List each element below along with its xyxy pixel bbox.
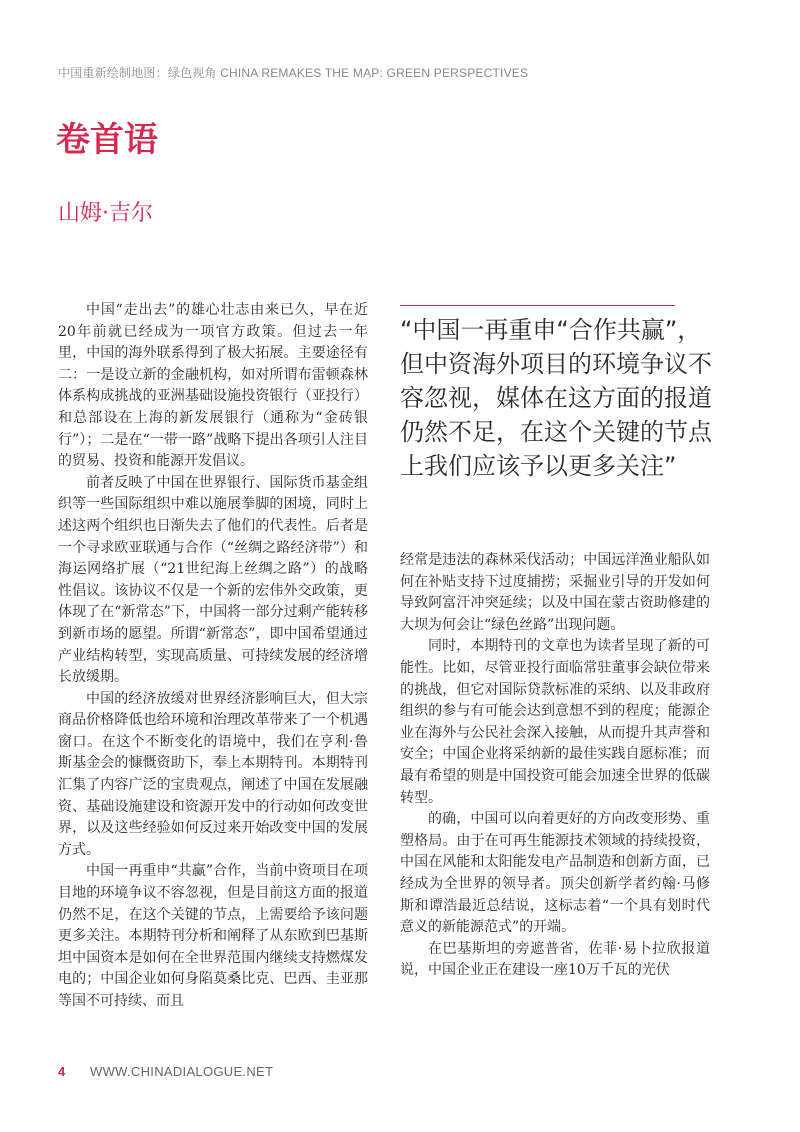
- footer-url-link[interactable]: WWW.CHINADIALOGUE.NET: [90, 1064, 274, 1079]
- paragraph: 在巴基斯坦的旁遮普省，佐菲·易卜拉欣报道说，中国企业正在建设一座10万千瓦的光伏: [400, 940, 710, 979]
- paragraph: 中国一再重申“共赢”合作，当前中资项目在项目地的环境争议不容忽视，但是目前这方面的报道仍然不足，在这个关键的节点，上需要给予该问题更多关注。本期特刊分析和阐释了从东欧到巴基斯坦中国资本是如何在全世界范围内继续支持燃煤发电的；中国企业如何身陷莫桑比克、巴西、圭亚那等国不可持续、而且: [58, 863, 368, 1009]
- author-name: 山姆·吉尔: [58, 201, 153, 226]
- page-number: 4: [58, 1064, 66, 1079]
- paragraph: 同时，本期特刊的文章也为读者呈现了新的可能性。比如，尽管亚投行面临常驻董事会缺位带来的挑战，但它对国际贷款标准的采纳、以及非政府组织的参与有可能会达到意想不到的程度；能源企业在海外与公民社会深入接触，从而提升其声誉和安全；中国企业将采纳新的最佳实践自愿标准；而最有希望的则是中国投资可能会加速全世界的低碳转型。: [400, 638, 710, 806]
- paragraph: 中国的经济放缓对世界经济影响巨大，但大宗商品价格降低也给环境和治理改革带来了一个机遇窗口。在这个不断变化的语境中，我们在亨利·鲁斯基金会的慷慨资助下，奉上本期特刊。本期特刊汇集了内容广泛的宝贵观点，阐述了中国在发展融资、基础设施建设和资源开发中的行动如何改变世界，以及这些经验如何反过来开始改变中国的发展方式。: [58, 690, 368, 858]
- pull-quote: “中国一再重申“合作共赢”，但中资海外项目的环境争议不容忽视，媒体在这方面的报道仍然不足，在这个关键的节点上我们应该予以更多关注”: [400, 316, 712, 480]
- page-title: 卷首语: [56, 120, 158, 160]
- right-column: [400, 550, 710, 1020]
- paragraph: 的确，中国可以向着更好的方向改变形势、重塑格局。由于在可再生能源技术领域的持续投资，中国在风能和太阳能发电产品制造和创新方面，已经成为全世界的领导者。顶尖创新学者约翰·马修斯和谭浩最近总结说，这标志着“一个具有划时代意义的新能源范式”的开端。: [400, 811, 710, 936]
- pullquote-rule: [400, 305, 675, 306]
- running-header: 中国重新绘制地图：绿色视角 CHINA REMAKES THE MAP: GREEN PERSPECTIVES: [58, 66, 529, 80]
- left-column: [58, 300, 368, 1020]
- paragraph: 前者反映了中国在世界银行、国际货币基金组织等一些国际组织中难以施展拳脚的困境，同时上述这两个组织也日渐失去了他们的代表性。后者是一个寻求欧亚联通与合作（“丝绸之路经济带”）和海运网络扩展（“21世纪海上丝绸之路”）的战略性倡议。该协议不仅是一个新的宏伟外交政策，更体现了在“新常态”下，中国将一部分过剩产能转移到新市场的愿望。所谓“新常态”，即中国希望通过产业结构转型，实现高质量、可持续发展的经济增长放缓期。: [58, 474, 368, 686]
- paragraph-continuation: 经常是违法的森林采伐活动；中国远洋渔业船队如何在补贴支持下过度捕捞；采掘业引导的开发如何导致阿富汗冲突延续；以及中国在蒙古资助修建的大坝为何会让“绿色丝路”出现问题。: [400, 552, 710, 633]
- paragraph: 中国“走出去”的雄心壮志由来已久，早在近20年前就已经成为一项官方政策。但过去一年里，中国的海外联系得到了极大拓展。主要途径有二：一是设立新的金融机构，如对所谓布雷顿森林体系构成挑战的亚洲基础设施投资银行（亚投行）和总部设在上海的新发展银行（通称为“金砖银行”）；二是在“一带一路”战略下提出各项引人注目的贸易、投资和能源开发倡议。: [58, 302, 368, 470]
